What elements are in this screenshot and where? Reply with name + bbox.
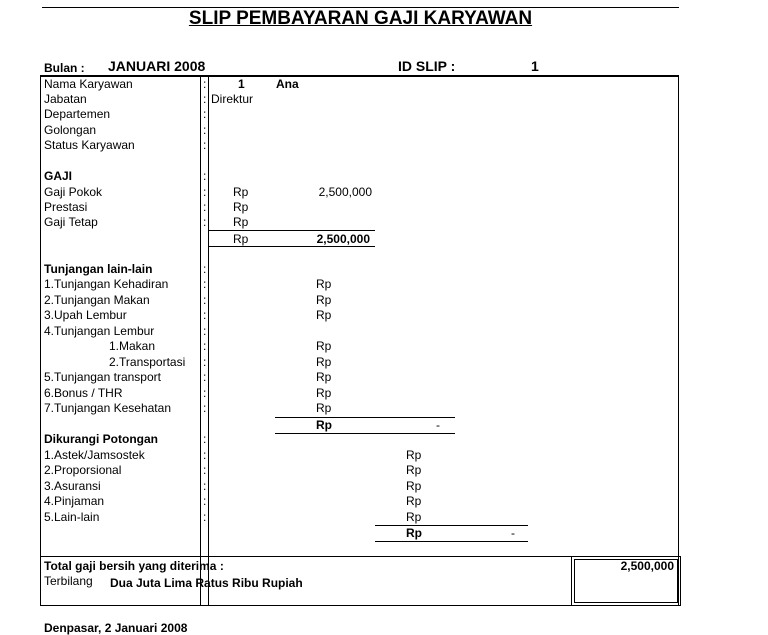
jabatan-label: Jabatan: [44, 92, 87, 106]
potongan-item-label: 5.Lain-lain: [44, 510, 100, 524]
bulan-value: JANUARI 2008: [108, 58, 206, 74]
colon-separator: :: [203, 339, 207, 353]
jabatan-value: Direktur: [211, 92, 254, 106]
gaji-item-currency: Rp: [233, 200, 249, 214]
tunjangan-item-currency: Rp: [316, 277, 332, 291]
tunjangan-subitem-label: 2.Transportasi: [109, 355, 186, 369]
potongan-total-rule-top: [375, 525, 528, 526]
tunjangan-item-label: 5.Tunjangan transport: [44, 370, 161, 384]
colon-separator: :: [203, 479, 207, 493]
colon-separator: :: [203, 370, 207, 384]
potongan-item-currency: Rp: [406, 510, 422, 524]
colon-separator: :: [203, 277, 207, 291]
terbilang-label: Terbilang: [44, 574, 93, 588]
tunjangan-total-rule-top: [275, 417, 455, 418]
colon-separator: :: [203, 92, 207, 106]
tunjangan-total-value: -: [436, 418, 440, 432]
terbilang-value: Dua Juta Lima Ratus Ribu Rupiah: [110, 576, 303, 590]
tunjangan-item-currency: Rp: [316, 355, 332, 369]
colon-separator: :: [203, 200, 207, 214]
colon-separator: :: [203, 324, 207, 338]
tunjangan-item-label: 6.Bonus / THR: [44, 386, 123, 400]
page-title: [42, 8, 679, 30]
page-title-text: SLIP PEMBAYARAN GAJI KARYAWAN: [188, 8, 533, 29]
tunjangan-total-currency: Rp: [316, 418, 332, 432]
potongan-item-currency: Rp: [406, 448, 422, 462]
colon-separator: :: [203, 386, 207, 400]
potongan-total-rule-bottom: [375, 541, 528, 542]
potongan-item-label: 4.Pinjaman: [44, 494, 105, 508]
separator-line-right: [208, 77, 209, 606]
departemen-label: Departemen: [44, 107, 111, 121]
tunjangan-item-label: 7.Tunjangan Kesehatan: [44, 401, 171, 415]
gaji-item-currency: Rp: [233, 185, 249, 199]
place-date: Denpasar, 2 Januari 2008: [44, 621, 188, 635]
status-label: Status Karyawan: [44, 138, 135, 152]
potongan-heading: Dikurangi Potongan: [44, 432, 158, 446]
gaji-item-label: Gaji Pokok: [44, 185, 103, 199]
gaji-total-rule-bottom: [209, 246, 375, 247]
colon-separator: :: [203, 123, 207, 137]
gaji-item-label: Gaji Tetap: [44, 215, 98, 229]
potongan-item-currency: Rp: [406, 479, 422, 493]
gaji-item-label: Prestasi: [44, 200, 88, 214]
tunjangan-item-label: 4.Tunjangan Lembur: [44, 324, 155, 338]
colon-separator: :: [203, 432, 207, 446]
id-slip-label: ID SLIP :: [398, 58, 456, 74]
colon-separator: :: [203, 463, 207, 477]
bulan-label: Bulan :: [44, 61, 85, 75]
potongan-total-value: -: [511, 526, 515, 540]
tunjangan-item-label: 1.Tunjangan Kehadiran: [44, 277, 169, 291]
colon-separator: :: [203, 308, 207, 322]
golongan-label: Golongan: [44, 123, 97, 137]
tunjangan-item-currency: Rp: [316, 401, 332, 415]
potongan-item-label: 3.Asuransi: [44, 479, 101, 493]
colon-separator: :: [203, 262, 207, 276]
colon-separator: :: [203, 494, 207, 508]
potongan-item-currency: Rp: [406, 463, 422, 477]
colon-separator: :: [203, 107, 207, 121]
total-net-label: Total gaji bersih yang diterima :: [44, 559, 224, 573]
potongan-item-label: 1.Astek/Jamsostek: [44, 448, 145, 462]
tunjangan-item-label: 3.Upah Lembur: [44, 308, 127, 322]
colon-separator: :: [203, 215, 207, 229]
tunjangan-total-rule-bottom: [275, 433, 455, 434]
potongan-item-label: 2.Proporsional: [44, 463, 122, 477]
colon-separator: :: [203, 401, 207, 415]
gaji-total-currency: Rp: [233, 232, 249, 246]
tunjangan-subitem-label: 1.Makan: [109, 339, 156, 353]
colon-separator: :: [203, 510, 207, 524]
potongan-item-currency: Rp: [406, 494, 422, 508]
id-slip-value: 1: [531, 58, 539, 74]
colon-separator: :: [203, 77, 207, 91]
tunjangan-item-currency: Rp: [316, 370, 332, 384]
colon-separator: :: [203, 293, 207, 307]
colon-separator: :: [203, 138, 207, 152]
tunjangan-item-label: 2.Tunjangan Makan: [44, 293, 150, 307]
total-net-value: 2,500,000: [620, 559, 674, 573]
colon-separator: :: [203, 169, 207, 183]
tunjangan-item-currency: Rp: [316, 339, 332, 353]
colon-separator: :: [203, 448, 207, 462]
tunjangan-item-currency: Rp: [316, 386, 332, 400]
tunjangan-heading: Tunjangan lain-lain: [44, 262, 153, 276]
gaji-item-currency: Rp: [233, 215, 249, 229]
nama-no: 1: [238, 77, 245, 91]
gaji-heading: GAJI: [44, 169, 73, 183]
nama-value: Ana: [276, 77, 299, 91]
tunjangan-item-currency: Rp: [316, 293, 332, 307]
colon-separator: :: [203, 355, 207, 369]
gaji-total-value: 2,500,000: [316, 232, 370, 246]
separator-line-left: [200, 77, 201, 606]
potongan-total-currency: Rp: [406, 526, 422, 540]
gaji-total-rule-top: [209, 230, 375, 231]
nama-label: Nama Karyawan: [44, 77, 133, 91]
tunjangan-item-currency: Rp: [316, 308, 332, 322]
colon-separator: :: [203, 185, 207, 199]
gaji-item-value: 2,500,000: [318, 185, 372, 199]
